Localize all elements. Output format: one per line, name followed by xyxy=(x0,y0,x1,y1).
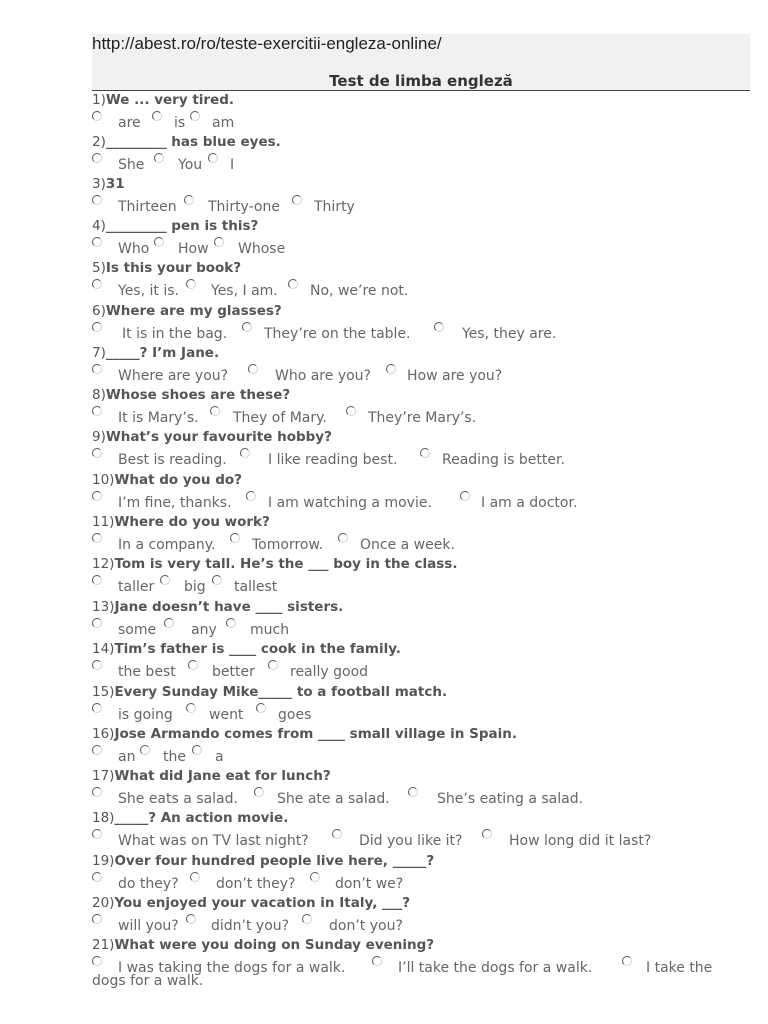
radio-button[interactable] xyxy=(332,829,342,839)
question-item xyxy=(92,853,742,891)
question-text xyxy=(92,937,742,953)
question-item xyxy=(92,176,742,214)
answer-label: is going xyxy=(118,707,173,723)
radio-button[interactable] xyxy=(92,914,102,924)
question-number: 2) xyxy=(92,134,106,150)
radio-button[interactable] xyxy=(190,872,200,882)
question-number: 18) xyxy=(92,810,115,826)
answer-label: tallest xyxy=(234,579,278,595)
question-prompt: You enjoyed your vacation in Italy, ___? xyxy=(114,895,411,911)
radio-button[interactable] xyxy=(186,914,196,924)
answer-label: big xyxy=(184,579,206,595)
question-number: 10) xyxy=(92,472,115,488)
answer-label: didn’t you? xyxy=(211,918,290,934)
question-item xyxy=(92,134,742,172)
radio-button[interactable] xyxy=(210,406,220,416)
question-text xyxy=(92,726,742,742)
radio-button[interactable] xyxy=(292,195,302,205)
answer-label: I xyxy=(230,157,235,173)
answer-options xyxy=(92,826,742,848)
radio-button[interactable] xyxy=(268,660,278,670)
radio-button[interactable] xyxy=(92,575,102,585)
answer-options xyxy=(92,276,742,298)
answer-label: It is in the bag. xyxy=(122,326,228,342)
answer-options xyxy=(92,784,742,806)
radio-button[interactable] xyxy=(246,491,256,501)
answer-label: Whose xyxy=(238,241,286,257)
radio-button[interactable] xyxy=(92,111,102,121)
answer-label: Tomorrow. xyxy=(252,537,324,553)
question-prompt: What did Jane eat for lunch? xyxy=(114,768,331,784)
answer-options xyxy=(92,700,742,722)
radio-button[interactable] xyxy=(230,533,240,543)
radio-button[interactable] xyxy=(92,660,102,670)
radio-button[interactable] xyxy=(160,575,170,585)
answer-label: Reading is better. xyxy=(442,452,565,468)
question-prompt: _________ pen is this? xyxy=(105,218,259,234)
radio-button[interactable] xyxy=(372,956,382,966)
question-text xyxy=(92,599,742,615)
answer-label: She xyxy=(118,157,145,173)
question-text xyxy=(92,345,742,361)
question-prompt: Where are my glasses? xyxy=(105,303,282,319)
answer-label: Thirty-one xyxy=(208,199,280,215)
answer-label: You xyxy=(178,157,203,173)
answer-label: I am watching a movie. xyxy=(268,495,432,511)
radio-button[interactable] xyxy=(622,956,632,966)
radio-button[interactable] xyxy=(190,111,200,121)
radio-button[interactable] xyxy=(186,279,196,289)
answer-label: I like reading best. xyxy=(268,452,398,468)
question-item xyxy=(92,472,742,510)
question-prompt: Jose Armando comes from ____ small village in Spain. xyxy=(114,726,517,742)
question-text xyxy=(92,92,742,108)
question-item xyxy=(92,92,742,130)
question-item xyxy=(92,514,742,552)
answer-label: Yes, they are. xyxy=(462,326,557,342)
question-number: 12) xyxy=(92,556,115,572)
question-prompt: _____? I’m Jane. xyxy=(105,345,220,361)
question-item xyxy=(92,641,742,679)
question-text xyxy=(92,853,742,869)
radio-button[interactable] xyxy=(288,279,298,289)
page-title: Test de limba engleză xyxy=(329,72,513,90)
answer-label: Once a week. xyxy=(360,537,455,553)
question-text xyxy=(92,684,742,700)
question-item xyxy=(92,895,742,933)
answer-label: I was taking the dogs for a walk. xyxy=(118,960,346,976)
radio-button[interactable] xyxy=(242,322,252,332)
radio-button[interactable] xyxy=(254,787,264,797)
answer-label: really good xyxy=(290,664,369,680)
radio-button[interactable] xyxy=(460,491,470,501)
question-item xyxy=(92,556,742,594)
radio-button[interactable] xyxy=(310,872,320,882)
question-prompt: What were you doing on Sunday evening? xyxy=(114,937,435,953)
answer-label: much xyxy=(250,622,290,638)
answer-options xyxy=(92,572,742,594)
answer-label: They’re Mary’s. xyxy=(368,410,477,426)
answer-label: Yes, I am. xyxy=(211,283,278,299)
radio-button[interactable] xyxy=(184,195,194,205)
radio-button[interactable] xyxy=(92,787,102,797)
radio-button[interactable] xyxy=(248,364,258,374)
question-text xyxy=(92,429,742,445)
answer-label: Thirty xyxy=(314,199,355,215)
question-number: 7) xyxy=(92,345,106,361)
answer-label: I am a doctor. xyxy=(481,495,578,511)
radio-button[interactable] xyxy=(346,406,356,416)
question-number: 6) xyxy=(92,303,106,319)
answer-label: am xyxy=(212,115,235,131)
radio-button[interactable] xyxy=(92,872,102,882)
question-prompt: 31 xyxy=(105,176,125,192)
answer-options xyxy=(92,403,742,425)
answer-label: the xyxy=(163,749,186,765)
answer-label: How xyxy=(178,241,209,257)
radio-button[interactable] xyxy=(92,195,102,205)
answer-label: is xyxy=(174,115,186,131)
radio-button[interactable] xyxy=(482,829,492,839)
answer-options xyxy=(92,108,742,130)
answer-label: went xyxy=(209,707,244,723)
answer-label: Who xyxy=(118,241,150,257)
question-item xyxy=(92,684,742,722)
answer-options xyxy=(92,234,742,256)
radio-button[interactable] xyxy=(92,364,102,374)
answer-label: I’ll take the dogs for a walk. xyxy=(398,960,593,976)
question-item xyxy=(92,726,742,764)
question-number: 19) xyxy=(92,853,115,869)
radio-button[interactable] xyxy=(226,618,236,628)
radio-button[interactable] xyxy=(434,322,444,332)
radio-button[interactable] xyxy=(92,406,102,416)
radio-button[interactable] xyxy=(92,322,102,332)
answer-options xyxy=(92,445,742,467)
question-item xyxy=(92,303,742,341)
question-number: 20) xyxy=(92,895,115,911)
question-item xyxy=(92,937,742,989)
answer-label: She ate a salad. xyxy=(277,791,390,807)
question-text xyxy=(92,260,742,276)
answer-options xyxy=(92,615,742,637)
answer-label: any xyxy=(191,622,217,638)
question-number: 21) xyxy=(92,937,115,953)
question-text xyxy=(92,641,742,657)
answer-label: Thirteen xyxy=(118,199,177,215)
question-prompt: _________ has blue eyes. xyxy=(105,134,281,150)
question-text xyxy=(92,514,742,530)
radio-button[interactable] xyxy=(92,618,102,628)
radio-button[interactable] xyxy=(338,533,348,543)
answer-label: goes xyxy=(278,707,312,723)
question-prompt: Every Sunday Mike_____ to a football match. xyxy=(114,684,448,700)
question-text xyxy=(92,218,742,234)
question-item xyxy=(92,218,742,256)
answer-options xyxy=(92,657,742,679)
question-text xyxy=(92,895,742,911)
answer-label: How are you? xyxy=(407,368,503,384)
answer-label: She’s eating a salad. xyxy=(437,791,584,807)
question-prompt: Where do you work? xyxy=(114,514,270,530)
question-text xyxy=(92,556,742,572)
question-prompt: Over four hundred people live here, _____? xyxy=(114,853,435,869)
answer-label: Did you like it? xyxy=(359,833,463,849)
radio-button[interactable] xyxy=(208,153,218,163)
question-text xyxy=(92,472,742,488)
answer-options xyxy=(92,192,742,214)
answer-options xyxy=(92,911,742,933)
radio-button[interactable] xyxy=(256,703,266,713)
radio-button[interactable] xyxy=(92,703,102,713)
answer-label: It is Mary’s. xyxy=(118,410,199,426)
radio-button[interactable] xyxy=(408,787,418,797)
answer-options xyxy=(92,361,742,383)
question-text xyxy=(92,176,742,192)
answer-label: Who are you? xyxy=(275,368,371,384)
question-prompt: We ... very tired. xyxy=(105,92,235,108)
radio-button[interactable] xyxy=(92,153,102,163)
question-prompt: _____? An action movie. xyxy=(114,810,289,826)
radio-button[interactable] xyxy=(92,829,102,839)
answer-label: will you? xyxy=(118,918,179,934)
answer-label: No, we’re not. xyxy=(310,283,409,299)
answer-options xyxy=(92,869,742,891)
radio-button[interactable] xyxy=(92,279,102,289)
question-number: 16) xyxy=(92,726,115,742)
radio-button[interactable] xyxy=(92,533,102,543)
answer-label: Best is reading. xyxy=(118,452,227,468)
question-prompt: What do you do? xyxy=(114,472,243,488)
radio-button[interactable] xyxy=(186,703,196,713)
question-text xyxy=(92,303,742,319)
question-item xyxy=(92,768,742,806)
radio-button[interactable] xyxy=(164,618,174,628)
question-number: 1) xyxy=(92,92,106,108)
question-item xyxy=(92,429,742,467)
radio-button[interactable] xyxy=(154,237,164,247)
answer-label: Where are you? xyxy=(118,368,229,384)
answer-label: She eats a salad. xyxy=(118,791,238,807)
answer-label: some xyxy=(118,622,157,638)
question-item xyxy=(92,387,742,425)
answer-label: taller xyxy=(118,579,155,595)
question-number: 17) xyxy=(92,768,115,784)
answer-label: better xyxy=(212,664,255,680)
radio-button[interactable] xyxy=(386,364,396,374)
page-header xyxy=(92,34,750,91)
answer-label: don’t you? xyxy=(329,918,403,934)
radio-button[interactable] xyxy=(152,111,162,121)
question-item xyxy=(92,599,742,637)
question-prompt: Tom is very tall. He’s the ___ boy in the class. xyxy=(114,556,458,572)
answer-label: I take the xyxy=(646,960,713,976)
answer-options xyxy=(92,488,742,510)
question-prompt: Whose shoes are these? xyxy=(105,387,291,403)
answer-options xyxy=(92,150,742,172)
question-prompt: What’s your favourite hobby? xyxy=(105,429,332,445)
radio-button[interactable] xyxy=(302,914,312,924)
question-prompt: Tim’s father is ____ cook in the family. xyxy=(114,641,401,657)
answer-label: I’m fine, thanks. xyxy=(118,495,232,511)
answer-options xyxy=(92,530,742,552)
answer-label: How long did it last? xyxy=(509,833,652,849)
question-text xyxy=(92,387,742,403)
question-number: 14) xyxy=(92,641,115,657)
answer-options xyxy=(92,953,742,975)
answer-label: They of Mary. xyxy=(233,410,327,426)
question-number: 15) xyxy=(92,684,115,700)
question-text xyxy=(92,768,742,784)
answer-label: a xyxy=(215,749,224,765)
question-number: 4) xyxy=(92,218,106,234)
radio-button[interactable] xyxy=(140,745,150,755)
question-prompt: Jane doesn’t have ____ sisters. xyxy=(114,599,344,615)
answer-label: What was on TV last night? xyxy=(118,833,309,849)
answer-label: an xyxy=(118,749,136,765)
radio-button[interactable] xyxy=(188,660,198,670)
question-text xyxy=(92,134,742,150)
radio-button[interactable] xyxy=(420,448,430,458)
answer-label-continuation: dogs for a walk. xyxy=(92,973,204,989)
radio-button[interactable] xyxy=(240,448,250,458)
answer-label: In a company. xyxy=(118,537,216,553)
answer-label: don’t we? xyxy=(335,876,404,892)
answer-label: the best xyxy=(118,664,176,680)
answer-label: do they? xyxy=(118,876,179,892)
answer-options xyxy=(92,319,742,341)
question-number: 5) xyxy=(92,260,106,276)
answer-label: don’t they? xyxy=(216,876,296,892)
question-text xyxy=(92,810,742,826)
answer-label: They’re on the table. xyxy=(264,326,411,342)
question-number: 8) xyxy=(92,387,106,403)
question-number: 11) xyxy=(92,514,115,530)
radio-button[interactable] xyxy=(92,745,102,755)
question-item xyxy=(92,345,742,383)
radio-button[interactable] xyxy=(92,237,102,247)
radio-button[interactable] xyxy=(92,956,102,966)
question-number: 13) xyxy=(92,599,115,615)
radio-button[interactable] xyxy=(214,237,224,247)
question-prompt: Is this your book? xyxy=(105,260,242,276)
radio-button[interactable] xyxy=(154,153,164,163)
question-item xyxy=(92,260,742,298)
question-item xyxy=(92,810,742,848)
radio-button[interactable] xyxy=(92,491,102,501)
radio-button[interactable] xyxy=(192,745,202,755)
answer-options xyxy=(92,742,742,764)
answer-label: are xyxy=(118,115,141,131)
question-number: 3) xyxy=(92,176,106,192)
radio-button[interactable] xyxy=(212,575,222,585)
answer-label: Yes, it is. xyxy=(118,283,179,299)
radio-button[interactable] xyxy=(92,448,102,458)
question-number: 9) xyxy=(92,429,106,445)
source-url[interactable]: http://abest.ro/ro/teste-exercitii-engleza-online/ xyxy=(92,34,442,53)
